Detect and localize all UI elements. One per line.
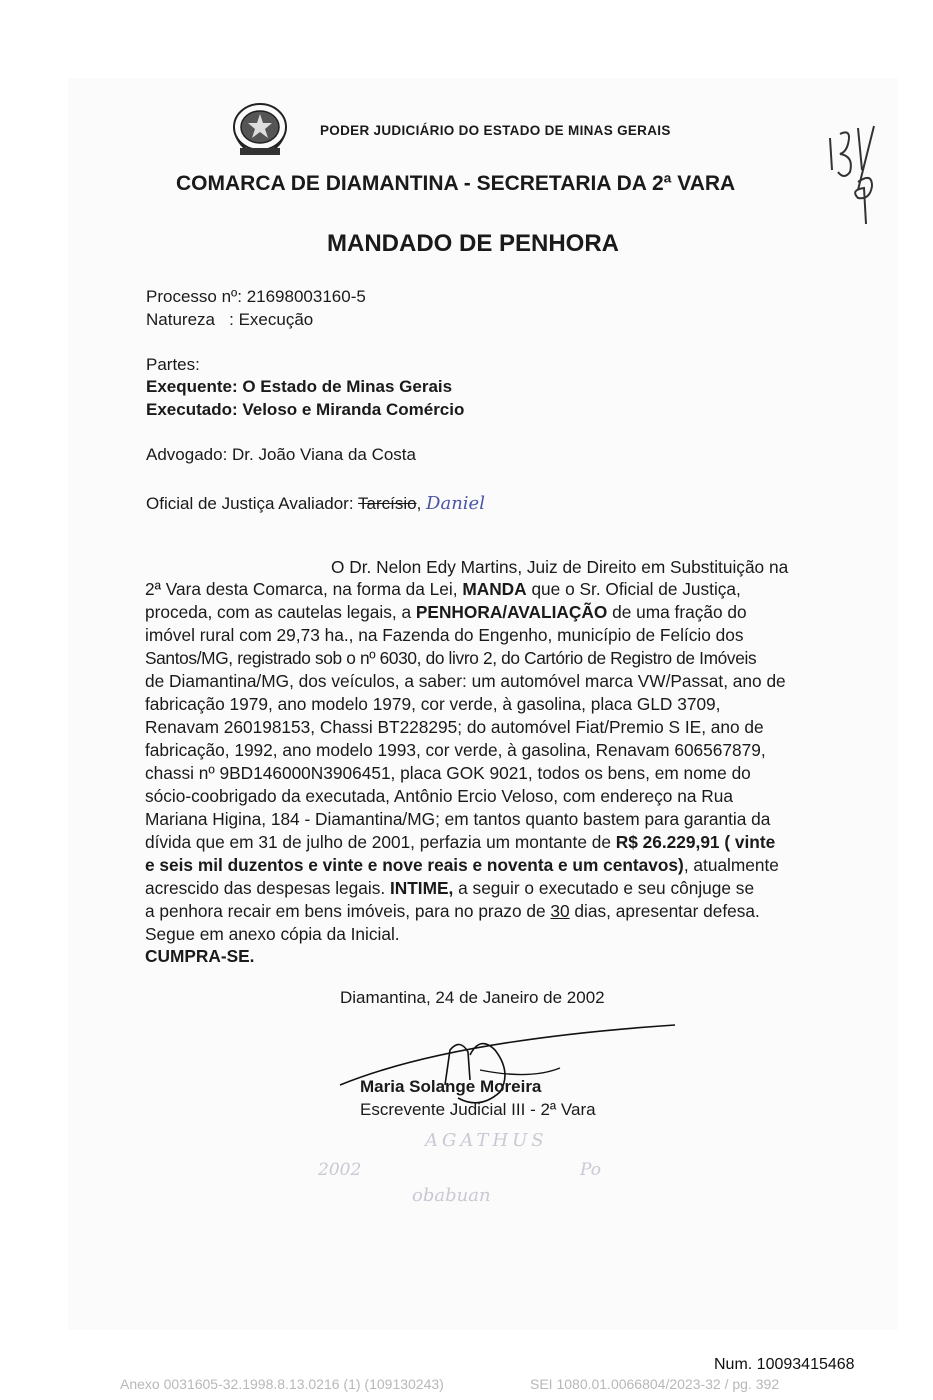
document-number: Num. 10093415468 bbox=[714, 1356, 855, 1373]
faint-stamp-line: obabuan bbox=[412, 1185, 491, 1206]
oficial-line: Oficial de Justiça Avaliador: Tarcísio, Daniel bbox=[146, 493, 485, 514]
document-title: MANDADO DE PENHORA bbox=[327, 230, 620, 257]
handwritten-page-number-icon bbox=[818, 120, 888, 230]
body-line: fabricação, 1992, ano modelo 1993, cor verde, à gasolina, Renavam 606567879, bbox=[145, 740, 766, 760]
body-line: sócio-coobrigado da executada, Antônio Ercio Veloso, com endereço na Rua bbox=[145, 786, 733, 806]
exequente: Exequente: O Estado de Minas Gerais bbox=[146, 377, 453, 396]
faint-stamp-top: AGATHUS bbox=[425, 1130, 548, 1151]
parties-heading: Partes: bbox=[146, 355, 200, 374]
body-line: Segue em anexo cópia da Inicial. bbox=[145, 924, 400, 944]
body-line: imóvel rural com 29,73 ha., na Fazenda do Engenho, município de Felício dos bbox=[145, 625, 744, 645]
oficial-crossed-name: Tarcísio bbox=[358, 494, 417, 513]
body-line: acrescido das despesas legais. INTIME, a seguir o executado e seu cônjuge se bbox=[145, 878, 755, 898]
body-line: dívida que em 31 de julho de 2001, perfazia um montante de R$ 26.229,91 ( vinte bbox=[145, 832, 776, 852]
signer-role: Escrevente Judicial III - 2ª Vara bbox=[360, 1100, 596, 1119]
body-line: de Diamantina/MG, dos veículos, a saber: um automóvel marca VW/Passat, ano de bbox=[145, 671, 786, 691]
body-line: a penhora recair em bens imóveis, para no prazo de 30 dias, apresentar defesa. bbox=[145, 901, 760, 921]
body-line: fabricação 1979, ano modelo 1979, cor verde, à gasolina, placa GLD 3709, bbox=[145, 694, 721, 714]
process-nature: Natureza : Execução bbox=[146, 310, 314, 329]
body-line: Renavam 260198153, Chassi BT228295; do automóvel Fiat/Premio S IE, ano de bbox=[145, 717, 764, 737]
body-line: chassi nº 9BD146000N3906451, placa GOK 9021, todos os bens, em nome do bbox=[145, 763, 751, 783]
body-line: e seis mil duzentos e vinte e nove reais e noventa e um centavos), atualmente bbox=[145, 855, 779, 875]
header-organization: PODER JUDICIÁRIO DO ESTADO DE MINAS GERAIS bbox=[320, 123, 671, 138]
body-line: CUMPRA-SE. bbox=[145, 946, 255, 966]
body-line: Mariana Higina, 184 - Diamantina/MG; em tantos quanto bastem para garantia da bbox=[145, 809, 771, 829]
annex-reference: Anexo 0031605-32.1998.8.13.0216 (1) (109130243) bbox=[120, 1376, 444, 1392]
executado: Executado: Veloso e Miranda Comércio bbox=[146, 400, 465, 419]
body-line: Santos/MG, registrado sob o nº 6030, do livro 2, do Cartório de Registro de Imóveis bbox=[145, 648, 757, 668]
body-line: 2ª Vara desta Comarca, na forma da Lei, MANDA que o Sr. Oficial de Justiça, bbox=[145, 579, 741, 599]
body-line: proceda, com as cautelas legais, a PENHORA/AVALIAÇÃO de uma fração do bbox=[145, 602, 747, 622]
body-line: O Dr. Nelon Edy Martins, Juiz de Direito em Substituição na bbox=[331, 557, 789, 577]
header-comarca: COMARCA DE DIAMANTINA - SECRETARIA DA 2ª VARA bbox=[176, 172, 736, 195]
faint-stamp-line: Po bbox=[580, 1160, 601, 1180]
advogado: Advogado: Dr. João Viana da Costa bbox=[146, 445, 416, 464]
signer-name: Maria Solange Moreira bbox=[360, 1077, 542, 1096]
closing-date: Diamantina, 24 de Janeiro de 2002 bbox=[340, 988, 605, 1007]
oficial-handwritten-name: Daniel bbox=[426, 493, 485, 514]
process-number: Processo nº: 21698003160-5 bbox=[146, 287, 366, 306]
faint-stamp-line: 2002 bbox=[318, 1160, 362, 1180]
oficial-label: Oficial de Justiça Avaliador: bbox=[146, 494, 354, 513]
coat-of-arms-seal-icon bbox=[228, 100, 292, 158]
sei-reference: SEI 1080.01.0066804/2023-32 / pg. 392 bbox=[530, 1376, 780, 1392]
